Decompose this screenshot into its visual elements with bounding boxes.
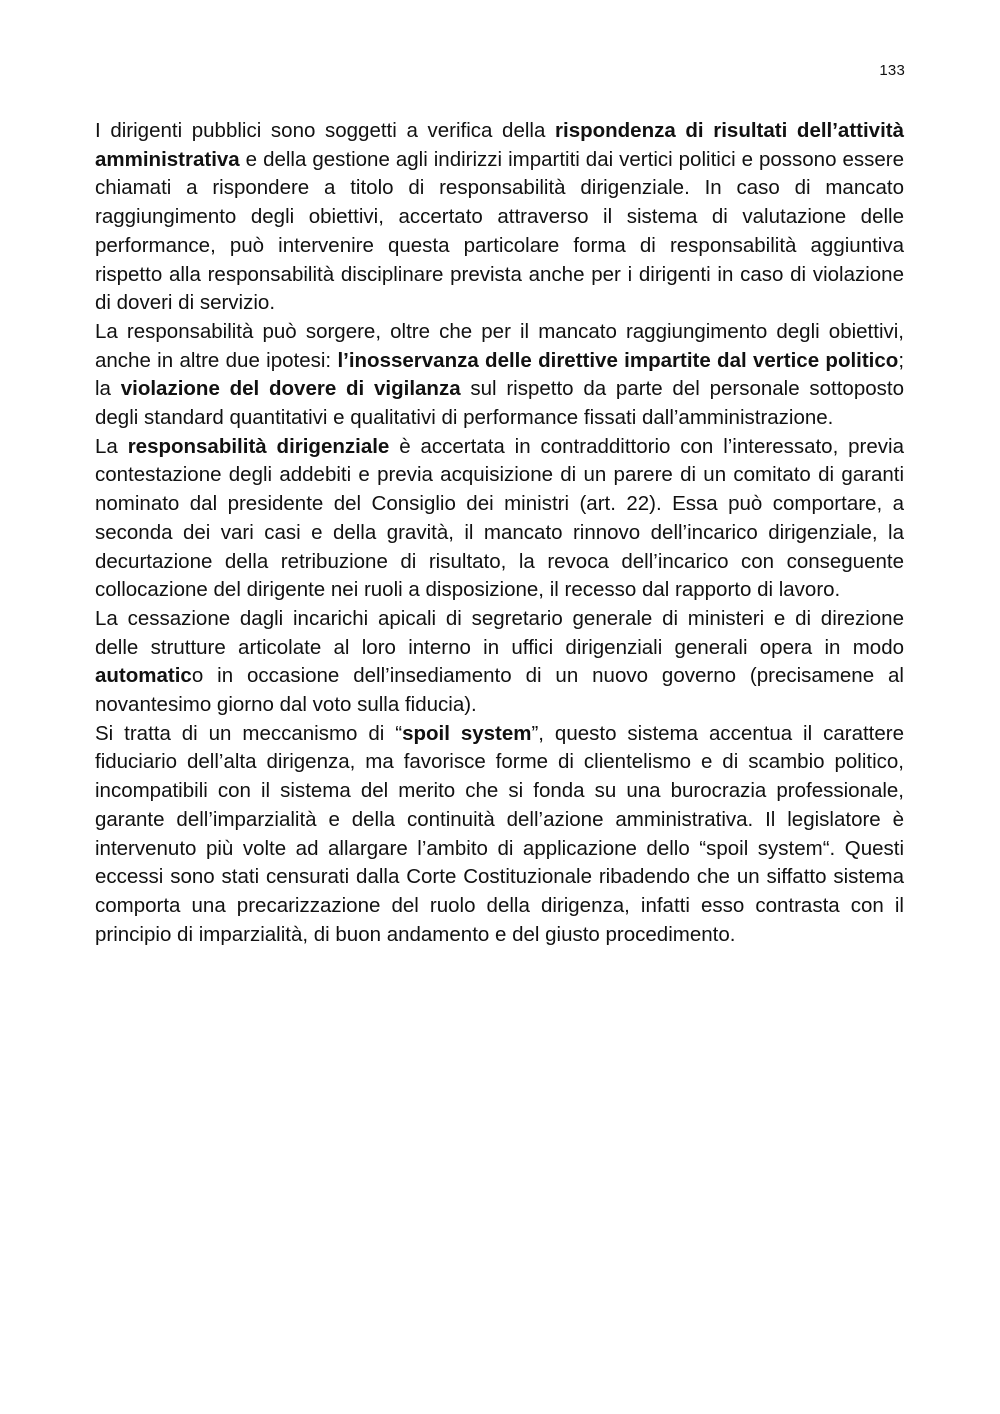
bold-text-run: automatic: [95, 664, 192, 688]
paragraph: [95, 117, 904, 318]
text-run: e della gestione agli indirizzi impartiti dai vertici politici e possono essere chiamati a rispondere a titolo di responsabilità dirigenziale. In caso di mancato raggiungimento degli obiettivi, accertato attraverso il sistema di valutazione delle performance, può intervenire questa particolare forma di responsabilità aggiuntiva rispetto alla responsabilità disciplinare prevista anche per i dirigenti in caso di violazione di doveri di servizio.: [95, 147, 904, 315]
bold-text-run: rispondenza di risultati dell’attività amministrativa: [95, 119, 905, 171]
paragraph: [95, 605, 904, 720]
bold-text-run: l’inosservanza delle direttive impartite dal vertice politico: [337, 348, 899, 372]
text-run: La: [95, 434, 128, 458]
text-run: La cessazione dagli incarichi apicali di segretario generale di ministeri e di direzione delle strutture articolate al loro interno in uffici dirigenziali generali opera in modo: [95, 606, 904, 659]
text-run: è accertata in contraddittorio con l’interessato, previa contestazione degli addebiti e previa acquisizione di un parere di un comitato di garanti nominato dal presidente del Consiglio dei ministri (art. 22). Essa può comportare, a seconda dei vari casi e della gravità, il mancato rinnovo dell’incarico dirigenziale, la decurtazione della retribuzione di risultato, la revoca dell’incarico con conseguente collocazione del dirigente nei ruoli a disposizione, il recesso dal rapporto di lavoro.: [95, 434, 904, 602]
paragraph: [95, 720, 904, 950]
text-run: sul rispetto da parte del personale sottoposto degli standard quantitativi e qualitativi di performance fissati dall’amministrazione.: [95, 377, 904, 430]
paragraph: [95, 318, 904, 433]
text-run: ”, questo sistema accentua il carattere fiduciario dell’alta dirigenza, ma favorisce forme di clientelismo e di scambio politico, incompatibili con il sistema del merito che si fonda su una burocrazia professionale, garante dell’imparzialità e della continuità dell’azione amministrativa. Il legislatore è intervenuto più volte ad allargare l’ambito di applicazione dello “spoil system“. Questi eccessi sono stati censurati dalla Corte Costituzionale ribadendo che un siffatto sistema comporta una precarizzazione del ruolo della dirigenza, infatti esso contrasta con il principio di imparzialità, di buon andamento e del giusto procedimento.: [95, 721, 904, 946]
bold-text-run: violazione del dovere di vigilanza: [120, 377, 461, 401]
paragraph: [95, 433, 904, 605]
text-run: I dirigenti pubblici sono soggetti a verifica della: [95, 119, 556, 142]
text-run: ; la: [95, 348, 905, 401]
text-run: La responsabilità può sorgere, oltre che per il mancato raggiungimento degli obiettivi, anche in altre due ipotesi:: [95, 319, 904, 372]
text-run: o in occasione dell’insediamento di un nuovo governo (precisamene al novantesimo giorno dal voto sulla fiducia).: [95, 664, 904, 717]
text-run: Si tratta di un meccanismo di “: [95, 721, 403, 745]
page-number: 133: [879, 62, 905, 79]
bold-text-run: responsabilità dirigenziale: [127, 434, 390, 458]
bold-text-run: spoil system: [402, 721, 532, 745]
document-body: [95, 117, 904, 949]
